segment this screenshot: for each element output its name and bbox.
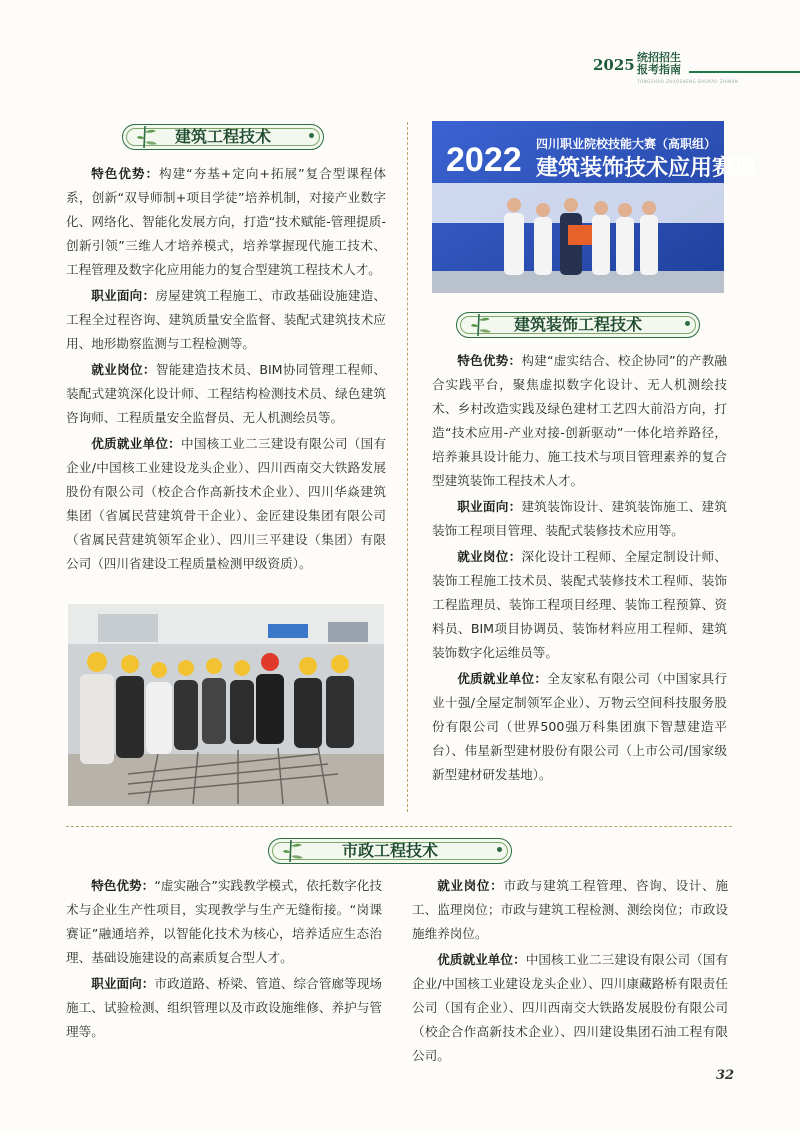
title-dot: [309, 133, 314, 138]
header-title-line1: 统招招生: [637, 51, 681, 64]
section-title-label: 市政工程技术: [341, 841, 438, 860]
section-title-shizheng: [268, 836, 512, 864]
jobs-paragraph: [412, 874, 728, 946]
section-title-label: 建筑工程技术: [174, 127, 271, 146]
direction-text: 市政道路、桥梁、管道、综合管廊等现场施工、试验检测、组织管理以及市政设施维修、养护与管理等。: [66, 976, 383, 1039]
advantage-label: 特色优势：: [91, 166, 160, 181]
competition-photo: [432, 121, 757, 293]
direction-text: 房屋建筑工程施工、市政基础设施建造、工程全过程咨询、建筑质量安全监督、装配式建筑技术应用、地形勘察监测与工程检测等。: [66, 288, 386, 351]
employers-label: 优质就业单位：: [437, 952, 526, 967]
page-number: 32: [716, 1068, 735, 1083]
jobs-text: 深化设计工程师、全屋定制设计师、装饰工程施工技术员、装配式装修技术工程师、装饰工程监理员、装饰工程项目经理、装饰工程预算、资料员、BIM项目协调员、装饰材料应用工程师、建筑装饰数字化运维员等。: [432, 549, 728, 660]
header-subtitle: TONGZHAO ZHAOSHENG BAOKAO ZHINAN: [637, 79, 739, 84]
direction-label: 职业面向：: [91, 976, 155, 991]
header-year: 2025: [593, 56, 635, 74]
employers-label: 优质就业单位：: [457, 671, 548, 686]
employers-text: 中国核工业二三建设有限公司（国有企业/中国核工业建设龙头企业）、四川康藏路桥有限责任公司（国有企业）、四川西南交大铁路发展股份有限公司（校企合作高新技术企业）、四川建设集团石油工程有限公司。: [412, 952, 729, 1063]
jobs-text: 智能建造技术员、BIM协同管理工程师、装配式建筑深化设计师、工程结构检测技术员、绿色建筑咨询师、工程质量安全监督员、无人机测绘员等。: [66, 362, 386, 425]
workshop-photo: [68, 604, 384, 806]
banner-year: 2022: [446, 141, 522, 179]
column-divider: [407, 122, 408, 812]
advantage-text: 构建“夯基+定向+拓展”复合型课程体系，创新“双导师制+项目学徒”培养机制，对接产业数字化、网络化、智能化发展方向，打造“技术赋能-管理提质-创新引领”三维人才培养模式，培养掌握现代施工技术、工程管理及数字化应用能力的复合型建筑工程技术人才。: [66, 166, 386, 277]
advantage-paragraph: [432, 349, 727, 493]
section-title-zhuangshi: [456, 310, 700, 338]
advantage-text: “虚实融合”实践教学模式，依托数字化技术与企业生产性项目，实现教学与生产无缝衔接。“岗课赛证”融通培养，以智能化技术为核心，培养适应生态治理、基础设施建设的高素质复合型人才。: [66, 878, 382, 965]
section-title-label: 建筑装饰工程技术: [513, 315, 642, 334]
direction-paragraph: [66, 284, 386, 356]
section-body-shizheng-left: [66, 874, 382, 1046]
jobs-label: 就业岗位：: [457, 549, 522, 564]
jobs-label: 就业岗位：: [91, 362, 156, 377]
title-dot: [685, 321, 690, 326]
employers-paragraph: [412, 948, 728, 1068]
employers-text: 全友家私有限公司（中国家具行业十强/全屋定制领军企业）、万物云空间科技服务股份有限公司（世界500强万科集团旗下智慧建造平台）、伟星新型建材股份有限公司（上市公司/国家级新型建材研发基地）。: [432, 671, 728, 782]
advantage-label: 特色优势：: [91, 878, 155, 893]
advantage-label: 特色优势：: [457, 353, 522, 368]
advantage-paragraph: [66, 162, 386, 282]
jobs-paragraph: [432, 545, 727, 665]
employers-label: 优质就业单位：: [91, 436, 181, 451]
direction-paragraph: [432, 495, 727, 543]
section-divider: [66, 826, 732, 827]
advantage-text: 构建“虚实结合、校企协同”的产教融合实践平台，聚焦虚拟数字化设计、无人机测绘技术、乡村改造实践及绿色建材工艺四大前沿方向，打造“技术应用-产业对接-创新驱动”一体化培养路径，培养兼具设计能力、施工技术与项目管理素养的复合型建筑装饰工程技术人才。: [432, 353, 727, 488]
header-title-line2: 报考指南: [637, 63, 681, 76]
section-body-jianzhu: [66, 162, 386, 578]
employers-paragraph: [432, 667, 727, 787]
section-body-shizheng-right: [412, 874, 728, 1070]
direction-text: 建筑装饰设计、建筑装饰施工、建筑装饰工程项目管理、装配式装修技术应用等。: [432, 499, 728, 538]
employers-paragraph: [66, 432, 386, 576]
jobs-label: 就业岗位：: [437, 878, 504, 893]
header-rule: [689, 71, 800, 73]
section-title-jianzhu: [122, 122, 324, 150]
advantage-paragraph: [66, 874, 382, 970]
direction-label: 职业面向：: [457, 499, 522, 514]
banner-line1: 四川职业院校技能大赛（高职组）: [536, 137, 717, 151]
title-dot: [497, 847, 502, 852]
employers-text: 中国核工业二三建设有限公司（国有企业/中国核工业建设龙头企业）、四川西南交大铁路发展股份有限公司（校企合作高新技术企业）、四川华焱建筑集团（省属民营建筑骨干企业）、金匠建设集团有限公司（省属民营建筑领军企业）、四川三平建设（集团）有限公司（四川省建设工程质量检测甲级资质）。: [66, 436, 386, 571]
section-body-zhuangshi: [432, 349, 727, 789]
jobs-paragraph: [66, 358, 386, 430]
jobs-text: 市政与建筑工程管理、咨询、设计、施工、监理岗位；市政与建筑工程检测、测绘岗位；市政设施维养岗位。: [412, 878, 729, 941]
direction-label: 职业面向：: [91, 288, 156, 303]
page-header: [593, 51, 800, 84]
workshop-photo-illustration: [68, 604, 384, 806]
banner-line2: 建筑装饰技术应用赛项: [536, 156, 757, 181]
direction-paragraph: [66, 972, 382, 1044]
